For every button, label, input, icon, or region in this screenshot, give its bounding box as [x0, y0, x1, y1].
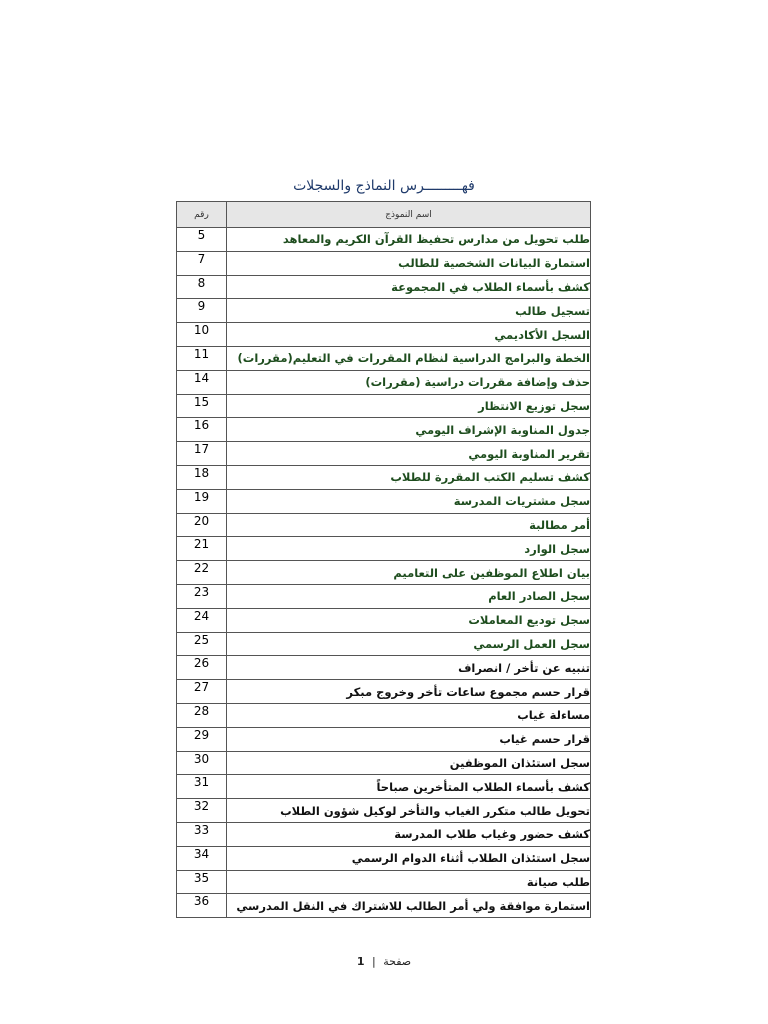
header-number: رقم: [177, 202, 227, 228]
table-row: [177, 894, 591, 918]
table-row: [177, 870, 591, 894]
table-row: [177, 394, 591, 418]
row-number: 19: [177, 489, 227, 513]
index-table: [176, 201, 591, 918]
row-form-name: كشف تسليم الكتب المقررة للطلاب: [227, 465, 591, 489]
row-form-name: كشف بأسماء الطلاب المتأخرين صباحاً: [227, 775, 591, 799]
table-row: [177, 584, 591, 608]
row-number: 9: [177, 299, 227, 323]
row-form-name: سجل مشتريات المدرسة: [227, 489, 591, 513]
table-row: [177, 370, 591, 394]
row-form-name: سجل الصادر العام: [227, 584, 591, 608]
table-row: [177, 703, 591, 727]
table-row: [177, 323, 591, 347]
table-row: [177, 418, 591, 442]
table-row: [177, 442, 591, 466]
row-number: 36: [177, 894, 227, 918]
row-form-name: سجل استئذان الطلاب أثناء الدوام الرسمي: [227, 846, 591, 870]
table-row: [177, 489, 591, 513]
table-row: [177, 561, 591, 585]
row-number: 20: [177, 513, 227, 537]
table-row: [177, 680, 591, 704]
row-form-name: تسجيل طالب: [227, 299, 591, 323]
row-form-name: أمر مطالبة: [227, 513, 591, 537]
table-body: [177, 228, 591, 918]
row-number: 22: [177, 561, 227, 585]
row-form-name: سجل العمل الرسمي: [227, 632, 591, 656]
page-title: فهـــــــــرس النماذج والسجلات: [293, 178, 475, 194]
header-name: اسم النموذج: [227, 202, 591, 228]
table-row: [177, 656, 591, 680]
row-form-name: بيان اطلاع الموظفين على التعاميم: [227, 561, 591, 585]
row-number: 29: [177, 727, 227, 751]
row-number: 18: [177, 465, 227, 489]
row-number: 28: [177, 703, 227, 727]
row-form-name: الخطة والبرامج الدراسية لنظام المقررات في التعليم(مقررات): [227, 346, 591, 370]
page-footer: [0, 955, 768, 968]
row-number: 35: [177, 870, 227, 894]
row-number: 34: [177, 846, 227, 870]
table-row: [177, 799, 591, 823]
row-form-name: كشف بأسماء الطلاب في المجموعة: [227, 275, 591, 299]
footer-page-number: 1: [356, 955, 365, 968]
table-row: [177, 751, 591, 775]
row-form-name: استمارة موافقة ولي أمر الطالب للاشتراك في النقل المدرسي: [227, 894, 591, 918]
table-row: [177, 465, 591, 489]
table-row: [177, 228, 591, 252]
row-form-name: قرار حسم مجموع ساعات تأخر وخروج مبكر: [227, 680, 591, 704]
row-number: 11: [177, 346, 227, 370]
row-number: 15: [177, 394, 227, 418]
row-number: 10: [177, 323, 227, 347]
table-header-row: [177, 202, 591, 228]
row-form-name: قرار حسم غياب: [227, 727, 591, 751]
table-row: [177, 822, 591, 846]
row-number: 5: [177, 228, 227, 252]
row-form-name: كشف حضور وغياب طلاب المدرسة: [227, 822, 591, 846]
row-number: 30: [177, 751, 227, 775]
row-form-name: سجل الوارد: [227, 537, 591, 561]
row-number: 23: [177, 584, 227, 608]
row-form-name: السجل الأكاديمي: [227, 323, 591, 347]
row-form-name: سجل توزيع الانتظار: [227, 394, 591, 418]
table-row: [177, 513, 591, 537]
row-form-name: سجل استئذان الموظفين: [227, 751, 591, 775]
row-number: 27: [177, 680, 227, 704]
footer-label: صفحة: [383, 955, 412, 968]
row-number: 32: [177, 799, 227, 823]
row-form-name: تحويل طالب متكرر الغياب والتأخر لوكيل شؤون الطلاب: [227, 799, 591, 823]
row-form-name: جدول المناوبة الإشراف اليومي: [227, 418, 591, 442]
row-form-name: استمارة البيانات الشخصية للطالب: [227, 251, 591, 275]
row-number: 25: [177, 632, 227, 656]
row-number: 14: [177, 370, 227, 394]
table-row: [177, 251, 591, 275]
table-row: [177, 346, 591, 370]
table-row: [177, 727, 591, 751]
table-row: [177, 608, 591, 632]
table-row: [177, 275, 591, 299]
row-number: 21: [177, 537, 227, 561]
footer-separator: |: [372, 955, 376, 968]
row-number: 7: [177, 251, 227, 275]
row-number: 33: [177, 822, 227, 846]
row-form-name: تقرير المناوبة اليومي: [227, 442, 591, 466]
row-form-name: حذف وإضافة مقررات دراسية (مقررات): [227, 370, 591, 394]
row-number: 24: [177, 608, 227, 632]
row-number: 31: [177, 775, 227, 799]
row-number: 17: [177, 442, 227, 466]
row-number: 8: [177, 275, 227, 299]
row-form-name: طلب صيانة: [227, 870, 591, 894]
row-form-name: تنبيه عن تأخر / انصراف: [227, 656, 591, 680]
row-form-name: طلب تحويل من مدارس تحفيظ القرآن الكريم والمعاهد: [227, 228, 591, 252]
table-row: [177, 775, 591, 799]
table-row: [177, 632, 591, 656]
table-row: [177, 846, 591, 870]
table-row: [177, 537, 591, 561]
row-form-name: مساءلة غياب: [227, 703, 591, 727]
row-form-name: سجل توديع المعاملات: [227, 608, 591, 632]
row-number: 16: [177, 418, 227, 442]
table-row: [177, 299, 591, 323]
row-number: 26: [177, 656, 227, 680]
